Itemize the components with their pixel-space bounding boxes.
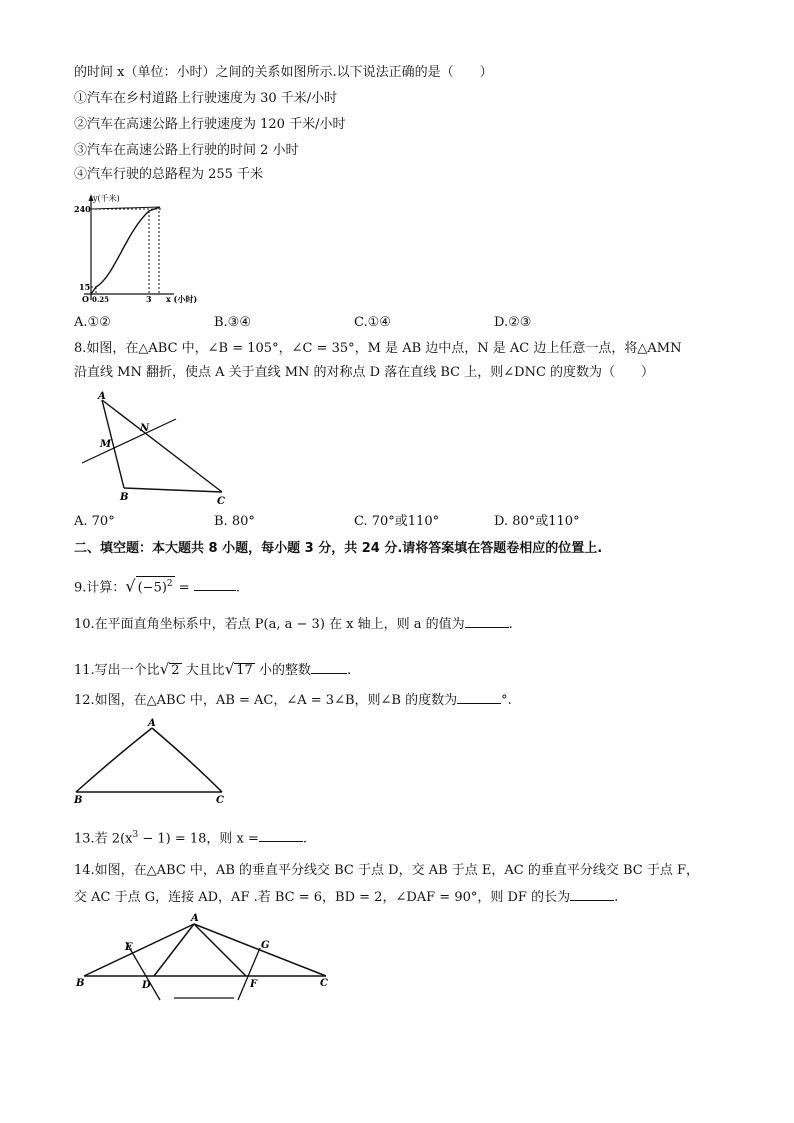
q12-text: 12.如图，在△ABC 中，AB = AC，∠A = 3∠B，则∠B 的度数为 (74, 693, 458, 708)
q10-text: 10.在平面直角坐标系中，若点 P(a, a − 3) 在 x 轴上，则 a 的值为 (74, 617, 465, 632)
q12 (74, 690, 512, 710)
q7-statement-1: ①汽车在乡村道路上行驶速度为 30 千米/小时 (74, 91, 338, 106)
q11-suffix: 小的整数 (258, 663, 311, 678)
label-a: A (98, 391, 106, 402)
q8-stem-line2: 沿直线 MN 翻折，使点 A 关于直线 MN 的对称点 D 落在直线 BC 上，则∠DNC 的度数为（ ） (74, 365, 655, 380)
label-c: C (320, 978, 328, 989)
q10-end: . (508, 617, 513, 632)
fold-line-mn (82, 419, 176, 463)
q12-isosceles-triangle-figure (74, 718, 234, 808)
label-g: G (261, 940, 270, 951)
q7-statement-4: ④汽车行驶的总路程为 255 千米 (74, 167, 264, 182)
q11-radicand-2: 17 (236, 663, 253, 678)
q10 (74, 614, 513, 634)
q7-option-a[interactable]: A.①② (74, 315, 111, 330)
q10-answer-blank[interactable] (465, 614, 509, 628)
q9-radicand: (−5) (137, 580, 167, 596)
segment-af (194, 924, 246, 976)
q11-mid: 大且比 (185, 663, 225, 678)
q11: 11.写出一个比√ 2 大且比√ 17 小的整数 . (74, 660, 352, 678)
q14-end: . (614, 890, 619, 905)
q7-option-b[interactable]: B.③④ (214, 315, 251, 330)
q13 (74, 826, 307, 848)
label-e: E (125, 942, 133, 953)
q11-radicand-1: 2 (171, 663, 180, 678)
label-b: B (74, 795, 83, 806)
q7-option-c[interactable]: C.①④ (354, 315, 391, 330)
y-tick-15: 15 (79, 282, 91, 292)
q12-end: °. (501, 693, 512, 708)
top-line (91, 207, 160, 209)
x-tick-3: 3 (146, 294, 152, 304)
label-m: M (100, 439, 112, 450)
label-a: A (191, 913, 199, 924)
q8-option-c[interactable]: C. 70°或110° (354, 514, 440, 529)
segment-ab (84, 924, 194, 976)
label-c: C (216, 795, 224, 806)
q13-answer-blank[interactable] (259, 828, 303, 842)
q7-statement-2: ②汽车在高速公路上行驶速度为 120 千米/小时 (74, 117, 346, 132)
q14-stem-line2: 交 AC 于点 G，连接 AD，AF .若 BC = 6，BD = 2，∠DAF = 90°，则 DF 的长为 (74, 890, 571, 905)
q12-answer-blank[interactable] (457, 690, 501, 704)
q13-exponent: 3 (132, 830, 139, 840)
segment-bc (124, 488, 222, 492)
label-d: D (142, 980, 151, 991)
x-tick-025: 0.25 (92, 295, 110, 304)
origin-label: O (82, 294, 89, 304)
q8-triangle-figure (74, 388, 234, 510)
q9-end: . (235, 580, 240, 596)
q7-distance-time-graph (74, 192, 224, 307)
q9-answer-blank[interactable] (194, 577, 236, 591)
segment-ab (76, 728, 152, 792)
q9-exponent: 2 (166, 579, 173, 589)
q9: 9.计算：√ $(-5)^2$ = . (74, 576, 240, 596)
q8-option-d[interactable]: D. 80°或110° (494, 514, 580, 529)
label-b: B (76, 978, 85, 989)
q7-statement-3: ③汽车在高速公路上行驶的时间 2 小时 (74, 143, 299, 158)
q14-stem-line1: 14.如图，在△ABC 中，AB 的垂直平分线交 BC 于点 D，交 AB 于点 E，AC 的垂直平分线交 BC 于点 F， (74, 863, 700, 878)
label-a: A (148, 718, 156, 729)
y-tick-240: 240 (74, 204, 91, 214)
segment-ad (154, 924, 194, 976)
segment-ac (152, 728, 222, 792)
x-axis-label: x (小时) (166, 294, 198, 304)
q14-answer-blank[interactable] (570, 887, 614, 901)
q11-prefix: 11.写出一个比 (74, 663, 160, 678)
q14-perpendicular-bisector-figure (74, 910, 336, 1006)
q7-option-d[interactable]: D.②③ (494, 315, 532, 330)
q8-option-b[interactable]: B. 80° (214, 514, 255, 529)
q9-prefix: 9.计算： (74, 580, 126, 596)
y-axis-label: y(千米) (93, 194, 120, 203)
label-f: F (250, 979, 258, 990)
q13-end: . (302, 831, 308, 847)
q14-line2 (74, 887, 618, 907)
segment-ac (102, 400, 222, 492)
q7-stem: 的时间 x（单位：小时）之间的关系如图所示.以下说法正确的是（ ） (74, 65, 493, 80)
label-n: N (140, 423, 150, 434)
section-2-heading: 二、填空题：本大题共 8 小题，每小题 3 分，共 24 分.请将答案填在答题卷相应的位置上. (74, 541, 603, 556)
q11-answer-blank[interactable] (311, 660, 347, 674)
q11-end: . (346, 663, 352, 678)
q13-suffix: − 1) = 18，则 x = (138, 831, 259, 847)
q8-stem-line1: 8.如图，在△ABC 中，∠B = 105°，∠C = 35°，M 是 AB 边中点，N 是 AC 边上任意一点，将△AMN (74, 341, 682, 356)
label-c: C (217, 496, 225, 507)
q13-prefix: 13.若 2(x (74, 831, 133, 847)
distance-curve (91, 207, 160, 294)
bisector-gf (238, 948, 260, 1000)
q8-option-a[interactable]: A. 70° (74, 514, 115, 529)
q9-equals: = (174, 580, 194, 596)
segment-ac (194, 924, 326, 976)
label-b: B (120, 492, 129, 503)
